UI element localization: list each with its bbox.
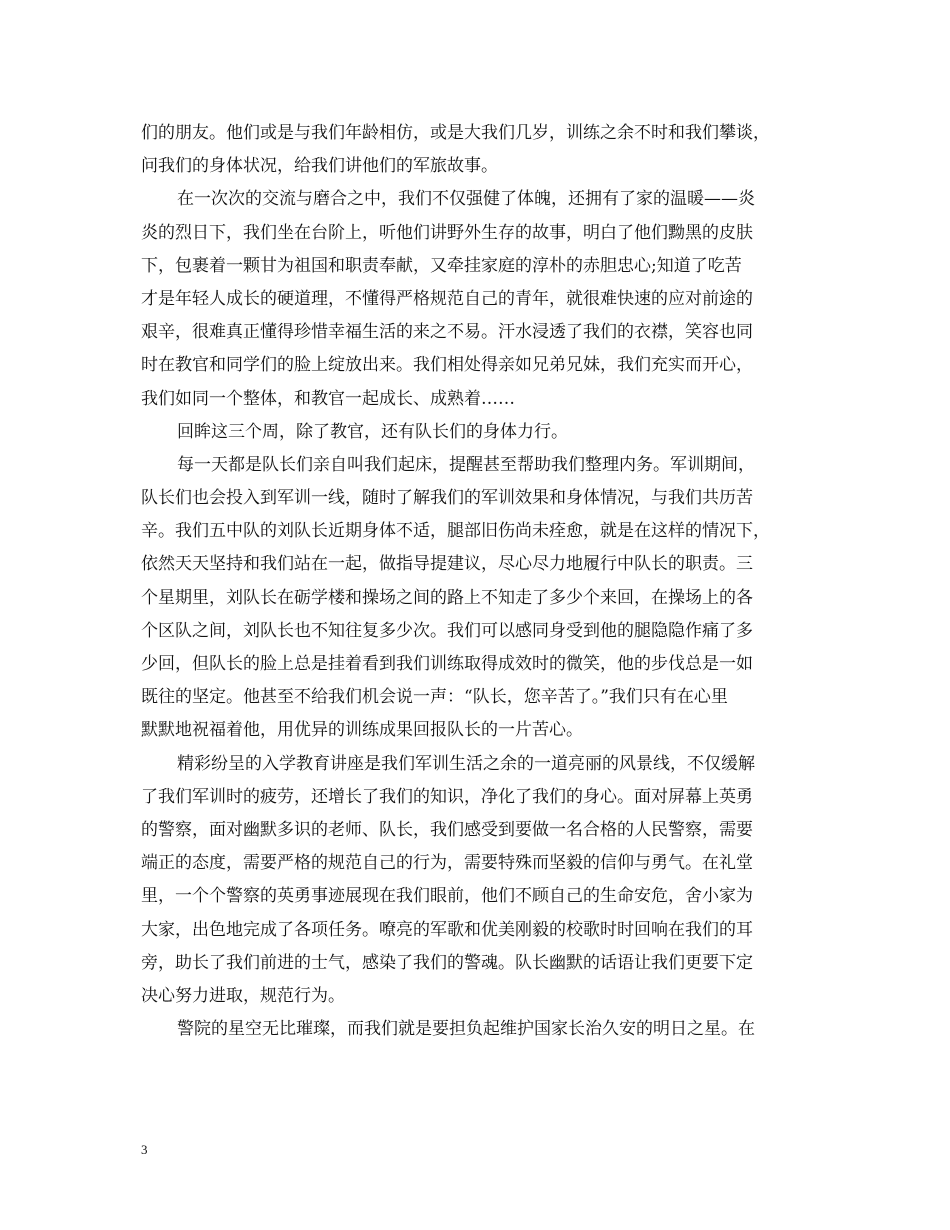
text-line: 在一次次的交流与磨合之中，我们不仅强健了体魄，还拥有了家的温暖——炎 [177,189,755,210]
text-line: 个星期里，刘队长在砺学楼和操场之间的路上不知走了多少个来回，在操场上的各 [141,587,753,608]
text-line: 炎的烈日下，我们坐在台阶上，听他们讲野外生存的故事，明白了他们黝黑的皮肤 [141,222,753,243]
text-line: 时在教官和同学们的脸上绽放出来。我们相处得亲如兄弟兄妹，我们充实而开心， [141,355,753,376]
page-number: 3 [141,1142,148,1157]
text-line: 每一天都是队长们亲自叫我们起床，提醒甚至帮助我们整理内务。军训期间， [177,454,755,475]
text-line: 队长们也会投入到军训一线，随时了解我们的军训效果和身体情况，与我们共历苦 [141,488,753,509]
text-line: 艰辛，很难真正懂得珍惜幸福生活的来之不易。汗水浸透了我们的衣襟，笑容也同 [141,322,753,343]
text-line: 问我们的身体状况，给我们讲他们的军旅故事。 [141,156,498,177]
text-line: 默默地祝福着他，用优异的训练成果回报队长的一片苦心。 [141,720,583,741]
body-text [141,117,811,1046]
text-line: 大家，出色地完成了各项任务。嘹亮的军歌和优美刚毅的校歌时时回响在我们的耳 [141,919,753,940]
text-line: 依然天天坚持和我们站在一起，做指导提建议，尽心尽力地履行中队长的职责。三 [141,554,753,575]
text-line: 我们如同一个整体，和教官一起成长、成熟着…… [141,388,515,409]
text-line: 了我们军训时的疲劳，还增长了我们的知识，净化了我们的身心。面对屏幕上英勇 [141,786,753,807]
text-line: 才是年轻人成长的硬道理，不懂得严格规范自己的青年，就很难快速的应对前途的 [141,288,753,309]
text-line: 个区队之间，刘队长也不知往复多少次。我们可以感同身受到他的腿隐隐作痛了多 [141,620,753,641]
text-line: 的警察，面对幽默多识的老师、队长，我们感受到要做一名合格的人民警察，需要 [141,819,753,840]
text-line: 少回，但队长的脸上总是挂着看到我们训练取得成效时的微笑，他的步伐总是一如 [141,654,753,674]
text-line: 警院的星空无比璀璨，而我们就是要担负起维护国家长治久安的明日之星。在 [177,1019,755,1040]
text-line: 里，一个个警察的英勇事迹展现在我们眼前，他们不顾自己的生命安危，舍小家为 [141,886,753,907]
text-line: 旁，助长了我们前进的士气，感染了我们的警魂。队长幽默的话语让我们更要下定 [141,952,753,973]
text-line: 下，包裹着一颗甘为祖国和职责奉献，又牵挂家庭的淳朴的赤胆忠心;知道了吃苦 [141,255,742,276]
text-line: 辛。我们五中队的刘队长近期身体不适，腿部旧伤尚未痊愈，就是在这样的情况下， [141,521,770,542]
text-line: 决心努力进取，规范行为。 [141,985,345,1006]
text-line: 既往的坚定。他甚至不给我们机会说一声：“队长，您辛苦了。”我们只有在心里 [141,687,728,708]
text-line: 端正的态度，需要严格的规范自己的行为，需要特殊而坚毅的信仰与勇气。在礼堂 [141,853,753,874]
text-line: 精彩纷呈的入学教育讲座是我们军训生活之余的一道亮丽的风景线，不仅缓解 [177,753,755,774]
text-line: 们的朋友。他们或是与我们年龄相仿，或是大我们几岁，训练之余不时和我们攀谈， [141,123,770,143]
text-line: 回眸这三个周，除了教官，还有队长们的身体力行。 [177,421,568,442]
